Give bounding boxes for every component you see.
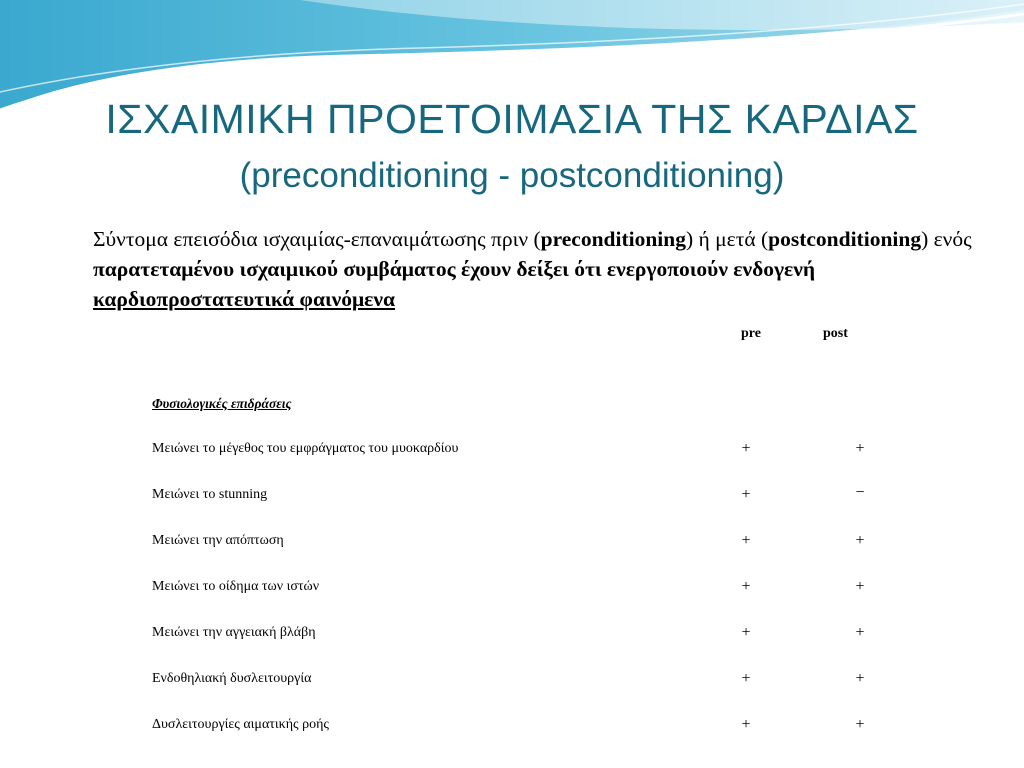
intro-bold-statement: παρατεταμένου ισχαιμικού συμβάματος έχουν δείξει ότι ενεργοποιούν ενδογενή (93, 257, 816, 281)
table-cell-pre: + (741, 716, 751, 733)
intro-text-2: ) ή μετά ( (685, 227, 769, 251)
table-row-label: Μειώνει το μέγεθος του εμφράγματος του μυοκαρδίου (152, 441, 459, 456)
table-row-label: Μειώνει την απόπτωση (152, 533, 284, 548)
table-cell-post: + (855, 670, 865, 687)
table-cell-post: − (855, 484, 865, 501)
table-cell-pre: + (741, 670, 751, 687)
table-cell-pre: + (741, 578, 751, 595)
table-cell-post: + (855, 440, 865, 457)
table-row-label: Μειώνει το stunning (152, 487, 268, 502)
table-cell-pre: + (741, 440, 751, 457)
table-cell-post: + (855, 578, 865, 595)
table-cell-pre: + (741, 624, 751, 641)
table-row-label: Μειώνει την αγγειακή βλάβη (152, 625, 316, 640)
table-cell-pre: + (741, 486, 751, 503)
slide-subtitle: (preconditioning - postconditioning) (239, 156, 785, 195)
intro-underlined-phrase: καρδιοπροστατευτικά φαινόμενα (93, 287, 395, 311)
table-cell-post: + (855, 624, 865, 641)
intro-text-1: Σύντομα επεισόδια ισχαιμίας-επαναιμάτωσης πριν ( (93, 227, 541, 251)
table-row-label: Δυσλειτουργίες αιματικής ροής (152, 717, 329, 732)
table-row-label: Ενδοθηλιακή δυσλειτουργία (152, 671, 312, 686)
slide-title: ΙΣΧΑΙΜΙΚΗ ΠΡΟΕΤΟΙΜΑΣΙΑ ΤΗΣ ΚΑΡΔΙΑΣ (105, 96, 919, 142)
column-header-pre: pre (741, 326, 761, 341)
table-cell-pre: + (741, 532, 751, 549)
intro-text-3: ) ενός (921, 227, 972, 251)
section-heading: Φυσιολογικές επιδράσεις (152, 396, 292, 411)
table-row-label: Μειώνει το οίδημα των ιστών (152, 579, 320, 594)
table-cell-post: + (855, 716, 865, 733)
intro-bold-preconditioning: preconditioning (540, 227, 686, 251)
intro-bold-postconditioning: postconditioning (768, 227, 922, 251)
column-header-post: post (823, 326, 848, 341)
table-cell-post: + (855, 532, 865, 549)
